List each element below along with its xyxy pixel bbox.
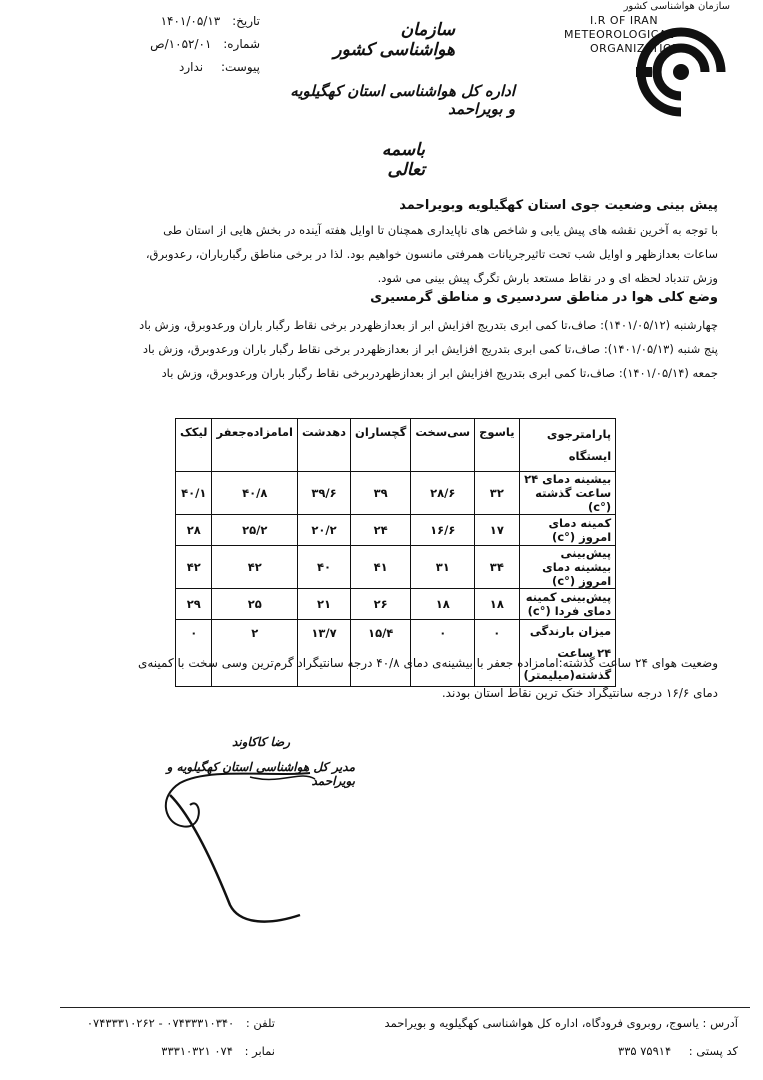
forecast-line: با توجه به آخرین نقشه های پیش یابی و شاخص های ناپایداری همچنان تا اوایل هفته آینده در بخش هایی از استان طی xyxy=(163,223,718,237)
row-label-line1: میزان بارندگی ۲۴ ساعت xyxy=(529,624,612,660)
org-title: سازمان هواشناسی کشور xyxy=(333,20,455,60)
attachment-label: پیوست: xyxy=(220,60,260,74)
footer-divider xyxy=(60,1007,750,1008)
table-cell: ۱۷ xyxy=(475,515,519,546)
table-cell: ۴۲ xyxy=(212,546,298,589)
corner-bottom: ایستگاه xyxy=(568,449,612,463)
forecast-body xyxy=(105,218,718,290)
attachment-value: ندارد xyxy=(179,60,204,74)
general-title: وضع کلی هوا در مناطق سردسیری و مناطق گرمسیری xyxy=(370,290,718,305)
table-row xyxy=(176,472,616,515)
general-line: چهارشنبه (۱۴۰۱/۰۵/۱۲): صاف،تا کمی ابری بتدریج افزایش ابر از بعدازظهردر برخی نقاط رگبار باران ورعدوبرق، وزش باد xyxy=(139,318,718,332)
table-cell: ۱۵/۴ xyxy=(351,620,411,687)
table-cell: ۱۳/۷ xyxy=(297,620,350,687)
logo-name-en-2: METEOROLOGICAL xyxy=(564,28,674,41)
summary xyxy=(95,648,718,708)
station-header: گچساران xyxy=(351,419,411,472)
number-row xyxy=(100,33,260,56)
row-label: پیش‌بینی بیشینه دمای امروز (°c) xyxy=(519,546,616,589)
row-label-line2: گذشته(میلیمتر) xyxy=(523,668,612,682)
table-cell: ۰ xyxy=(411,620,475,687)
footer-postal xyxy=(560,1044,738,1058)
footer-address xyxy=(370,1016,738,1030)
attachment-row xyxy=(100,56,260,79)
handwritten-signature xyxy=(150,765,320,935)
signer-title: مدیر کل هواشناسی استان کهگیلویه و بویراحمد xyxy=(166,760,355,788)
dept-title: اداره کل هواشناسی استان کهگیلویه و بویراحمد xyxy=(290,82,515,118)
postal-label: کد پستی : xyxy=(688,1044,738,1058)
table-cell: ۲۱ xyxy=(297,589,350,620)
date-row xyxy=(100,10,260,33)
invocation: باسمه تعالی xyxy=(381,140,425,180)
meta-block xyxy=(100,10,260,79)
address-label: آدرس : xyxy=(702,1016,738,1030)
summary-line: دمای ۱۶/۶ درجه سانتیگراد خنک ترین نقاط استان بودند. xyxy=(441,686,718,700)
table-cell: ۴۲ xyxy=(176,546,212,589)
table-cell: ۲۴ xyxy=(351,515,411,546)
footer-phone xyxy=(55,1016,275,1030)
logo xyxy=(558,0,758,135)
table-cell: ۲۵ xyxy=(212,589,298,620)
row-label: کمینه دمای امروز (°c) xyxy=(519,515,616,546)
row-label: پیش‌بینی کمینه دمای فردا (°c) xyxy=(519,589,616,620)
general-line: پنج شنبه (۱۴۰۱/۰۵/۱۳): صاف،تا کمی ابری بتدریج افزایش ابر از بعدازظهردر برخی نقاط رگبار باران ورعدوبرق، وزش باد xyxy=(142,342,718,356)
general-line: جمعه (۱۴۰۱/۰۵/۱۴): صاف،تا کمی ابری بتدریج افزایش ابر از بعدازظهردربرخی نقاط رگبار باران ورعدوبرق، وزش باد xyxy=(161,366,718,380)
table-cell: ۱۸ xyxy=(411,589,475,620)
table-cell: ۲۹ xyxy=(176,589,212,620)
phone-value: ۰۷۴۳۳۳۱۰۳۴۰ - ۰۷۴۳۳۳۱۰۲۶۲ xyxy=(86,1016,235,1030)
forecast-line: وزش تندباد لحظه ای و در نقاط مستعد بارش تگرگ پیش بینی می شود. xyxy=(377,271,718,285)
date-label: تاریخ: xyxy=(232,14,260,28)
corner-top: پارامترجوی xyxy=(546,427,612,441)
station-header: لیکک xyxy=(176,419,212,472)
logo-name-fa: سازمان هواشناسی کشور xyxy=(623,1,730,12)
station-header: یاسوج xyxy=(475,419,519,472)
fax-label: نمابر : xyxy=(244,1044,275,1058)
table-cell: ۱۶/۶ xyxy=(411,515,475,546)
footer-fax xyxy=(110,1044,275,1058)
table-cell: ۲۵/۲ xyxy=(212,515,298,546)
weather-table xyxy=(175,418,616,687)
number-value: ۱۰۵۲/۰۱/ص xyxy=(150,37,212,51)
fax-value: ۰۷۴ ۳۳۳۱۰۳۲۱ xyxy=(161,1044,233,1058)
forecast-line: ساعات بعدازظهر و اوایل شب تحت تاثیرجریانات همرفتی مانسون خواهیم بود. لذا در برخی مناطق رگبارباران، رعدوبرق، xyxy=(145,247,718,261)
date-value: ۱۴۰۱/۰۵/۱۳ xyxy=(160,14,221,28)
forecast-title: پیش بینی وضعیت جوی استان کهگیلویه وبویراحمد xyxy=(399,198,718,213)
table-cell: ۳۹ xyxy=(351,472,411,515)
table-cell: ۰ xyxy=(176,620,212,687)
table-cell: ۳۲ xyxy=(475,472,519,515)
logo-name-en-3: ORGANIZATION xyxy=(590,42,681,55)
signer-name: رضا کاکاوند xyxy=(232,735,290,749)
table-cell: ۱۸ xyxy=(475,589,519,620)
table-cell: ۳۱ xyxy=(411,546,475,589)
table-row xyxy=(176,589,616,620)
table-row xyxy=(176,515,616,546)
table-cell: ۴۰/۸ xyxy=(212,472,298,515)
table-cell: ۴۰/۱ xyxy=(176,472,212,515)
table-cell: ۳۴ xyxy=(475,546,519,589)
general-body xyxy=(105,313,718,385)
table-cell: ۳۹/۶ xyxy=(297,472,350,515)
table-cell: ۲۰/۲ xyxy=(297,515,350,546)
table-row xyxy=(176,546,616,589)
summary-line: وضعیت هوای ۲۴ ساعت گذشته:امامزاده جعفر با بیشینه‌ی دمای ۴۰/۸ درجه سانتیگراد گرم‌ترین وسی سخت با کمینه‌ی xyxy=(137,656,718,670)
postal-value: ۷۵۹۱۴ ۳۳۵ xyxy=(618,1044,672,1058)
table-cell: ۲۸ xyxy=(176,515,212,546)
corner-cell xyxy=(519,419,616,472)
station-header: امامزاده‌جعفر xyxy=(212,419,298,472)
logo-name-en-1: I.R OF IRAN xyxy=(590,14,659,27)
table-cell: ۴۱ xyxy=(351,546,411,589)
table-header-row xyxy=(176,419,616,472)
table-cell: ۲۸/۶ xyxy=(411,472,475,515)
number-label: شماره: xyxy=(223,37,260,51)
row-label: بیشینه دمای ۲۴ ساعت گذشته (°c) xyxy=(519,472,616,515)
station-header: سی‌سخت xyxy=(411,419,475,472)
table-cell: ۲۶ xyxy=(351,589,411,620)
table-cell: ۴۰ xyxy=(297,546,350,589)
station-header: دهدشت xyxy=(297,419,350,472)
table-cell: ۰ xyxy=(475,620,519,687)
phone-label: تلفن : xyxy=(245,1016,275,1030)
table-cell: ۲ xyxy=(212,620,298,687)
address-value: یاسوج، روبروی فرودگاه، اداره کل هواشناسی کهگیلویه و بویراحمد xyxy=(384,1016,699,1030)
